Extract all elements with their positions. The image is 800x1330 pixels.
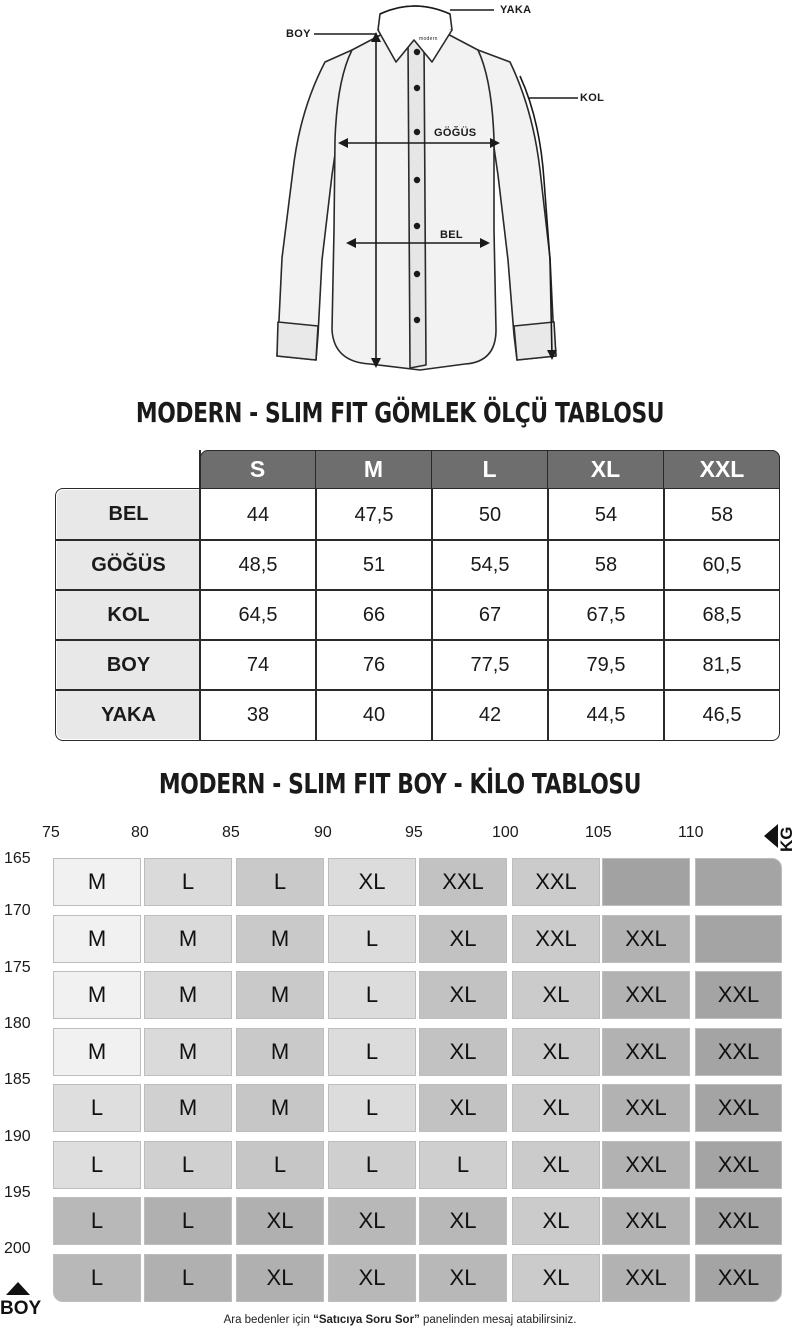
grid-cell: L bbox=[53, 1084, 141, 1132]
grid-cell: L bbox=[236, 1141, 324, 1189]
grid-cell: L bbox=[236, 858, 324, 906]
grid-cell: XXL bbox=[695, 1028, 782, 1076]
size-cell: 46,5 bbox=[702, 703, 742, 726]
label-gogus: GÖĞÜS bbox=[434, 127, 477, 139]
label-yaka: YAKA bbox=[500, 4, 532, 16]
row-label-yaka: YAKA bbox=[57, 691, 200, 739]
grid-cell: M bbox=[53, 858, 141, 906]
size-cell: 58 bbox=[710, 503, 734, 526]
grid-cell: XXL bbox=[602, 1254, 690, 1302]
grid-cell: XL bbox=[512, 1084, 600, 1132]
size-cell: 81,5 bbox=[702, 653, 742, 676]
grid-cell: L bbox=[328, 1028, 416, 1076]
grid-cell: M bbox=[144, 971, 232, 1019]
grid-cell: M bbox=[144, 1028, 232, 1076]
grid-cell: XXL bbox=[695, 1141, 782, 1189]
size-cell: 64,5 bbox=[238, 603, 278, 626]
height-tick: 190 bbox=[4, 1128, 31, 1145]
label-kol: KOL bbox=[580, 92, 605, 104]
footer-suffix: panelinden mesaj atabilirsiniz. bbox=[419, 1314, 577, 1326]
size-cell: 54 bbox=[594, 503, 618, 526]
shirt-diagram bbox=[0, 0, 800, 380]
size-cell: 67,5 bbox=[586, 603, 626, 626]
grid-cell: L bbox=[144, 858, 232, 906]
grid-cell: XXL bbox=[602, 1141, 690, 1189]
grid-cell: M bbox=[236, 1084, 324, 1132]
collar-logo: modern bbox=[419, 36, 438, 42]
grid-cell: M bbox=[236, 971, 324, 1019]
size-cell: 44,5 bbox=[586, 703, 626, 726]
grid-cell bbox=[602, 858, 690, 906]
grid-cell: L bbox=[328, 971, 416, 1019]
grid-cell: M bbox=[53, 971, 141, 1019]
size-cell: 40 bbox=[362, 703, 386, 726]
footer-link-text: “Satıcıya Soru Sor” bbox=[313, 1314, 420, 1326]
weight-tick: 95 bbox=[405, 824, 423, 841]
size-cell: 51 bbox=[362, 553, 386, 576]
grid-cell: XL bbox=[512, 1197, 600, 1245]
grid-cell: XXL bbox=[695, 1197, 782, 1245]
weight-tick: 80 bbox=[131, 824, 149, 841]
size-cell: 74 bbox=[246, 653, 270, 676]
footer-note bbox=[0, 1314, 800, 1326]
grid-cell: L bbox=[328, 915, 416, 963]
height-tick: 170 bbox=[4, 902, 31, 919]
grid-cell: XL bbox=[328, 1254, 416, 1302]
height-tick: 165 bbox=[4, 850, 31, 867]
grid-cell: L bbox=[419, 1141, 507, 1189]
weight-tick: 105 bbox=[585, 824, 612, 841]
size-cell: 79,5 bbox=[586, 653, 626, 676]
size-cell: 47,5 bbox=[354, 503, 394, 526]
grid-cell bbox=[695, 915, 782, 963]
size-col-l: L bbox=[432, 450, 548, 488]
weight-tick: 75 bbox=[42, 824, 60, 841]
grid-cell: L bbox=[328, 1141, 416, 1189]
grid-cell: M bbox=[53, 1028, 141, 1076]
grid-cell: L bbox=[144, 1197, 232, 1245]
size-cell: 58 bbox=[594, 553, 618, 576]
weight-tick: 85 bbox=[222, 824, 240, 841]
height-tick: 200 bbox=[4, 1240, 31, 1257]
size-cell: 42 bbox=[478, 703, 502, 726]
weight-tick: 100 bbox=[492, 824, 519, 841]
row-label-gogus: GÖĞÜS bbox=[57, 540, 200, 590]
grid-cell: XL bbox=[236, 1254, 324, 1302]
grid-cell: XL bbox=[419, 915, 507, 963]
grid-cell: M bbox=[144, 915, 232, 963]
grid-cell: M bbox=[236, 915, 324, 963]
kg-axis-label: KG bbox=[777, 826, 796, 852]
height-tick: 185 bbox=[4, 1071, 31, 1088]
size-cell: 38 bbox=[246, 703, 270, 726]
size-cell: 68,5 bbox=[702, 603, 742, 626]
grid-cell: XXL bbox=[602, 1028, 690, 1076]
grid-cell: L bbox=[328, 1084, 416, 1132]
size-cell: 50 bbox=[478, 503, 502, 526]
label-boy: BOY bbox=[286, 28, 311, 40]
grid-cell: XXL bbox=[695, 1084, 782, 1132]
grid-cell: XXL bbox=[695, 1254, 782, 1302]
grid-cell: M bbox=[53, 915, 141, 963]
boy-kilo-title: MODERN - SLIM FIT BOY - KİLO TABLOSU bbox=[158, 767, 642, 800]
size-col-xl: XL bbox=[548, 450, 664, 488]
size-cell: 76 bbox=[362, 653, 386, 676]
row-label-kol: KOL bbox=[57, 591, 200, 640]
size-cell: 67 bbox=[478, 603, 502, 626]
height-tick: 180 bbox=[4, 1015, 31, 1032]
grid-cell: XL bbox=[419, 1028, 507, 1076]
grid-cell: XL bbox=[236, 1197, 324, 1245]
size-cell: 60,5 bbox=[702, 553, 742, 576]
label-bel: BEL bbox=[440, 229, 463, 241]
grid-cell: XXL bbox=[602, 1197, 690, 1245]
size-table-title: MODERN - SLIM FIT GÖMLEK ÖLÇÜ TABLOSU bbox=[135, 396, 665, 429]
grid-cell: L bbox=[53, 1141, 141, 1189]
boy-axis-label: BOY bbox=[0, 1298, 42, 1319]
row-label-bel: BEL bbox=[57, 490, 200, 539]
grid-cell: XL bbox=[328, 1197, 416, 1245]
grid-cell: XL bbox=[512, 971, 600, 1019]
grid-cell: XL bbox=[419, 1254, 507, 1302]
row-label-boy: BOY bbox=[57, 641, 200, 690]
grid-cell: XXL bbox=[602, 915, 690, 963]
grid-cell: XXL bbox=[419, 858, 507, 906]
grid-cell: XL bbox=[419, 1084, 507, 1132]
grid-cell: XXL bbox=[602, 971, 690, 1019]
size-cell: 77,5 bbox=[470, 653, 510, 676]
grid-cell: XL bbox=[419, 1197, 507, 1245]
grid-cell: L bbox=[53, 1197, 141, 1245]
grid-cell: XXL bbox=[602, 1084, 690, 1132]
grid-cell: XL bbox=[328, 858, 416, 906]
grid-cell: L bbox=[144, 1141, 232, 1189]
weight-tick: 90 bbox=[314, 824, 332, 841]
size-cell: 66 bbox=[362, 603, 386, 626]
height-tick: 195 bbox=[4, 1184, 31, 1201]
footer-prefix: Ara bedenler için bbox=[223, 1314, 314, 1326]
grid-cell: XL bbox=[419, 971, 507, 1019]
size-col-s: S bbox=[200, 450, 316, 488]
grid-cell bbox=[695, 858, 782, 906]
grid-cell: L bbox=[144, 1254, 232, 1302]
kg-arrow-icon bbox=[764, 824, 778, 848]
grid-cell: XXL bbox=[512, 915, 600, 963]
height-tick: 175 bbox=[4, 959, 31, 976]
grid-cell: XL bbox=[512, 1028, 600, 1076]
grid-cell: M bbox=[236, 1028, 324, 1076]
grid-cell: XL bbox=[512, 1254, 600, 1302]
grid-cell: XL bbox=[512, 1141, 600, 1189]
grid-cell: XXL bbox=[695, 971, 782, 1019]
weight-tick: 110 bbox=[678, 824, 704, 841]
boy-arrow-icon bbox=[6, 1282, 30, 1295]
size-cell: 44 bbox=[246, 503, 270, 526]
size-head-frame bbox=[200, 450, 780, 490]
grid-cell: L bbox=[53, 1254, 141, 1302]
size-col-xxl: XXL bbox=[664, 450, 780, 488]
grid-cell: XXL bbox=[512, 858, 600, 906]
size-col-m: M bbox=[316, 450, 432, 488]
grid-cell: M bbox=[144, 1084, 232, 1132]
size-cell: 54,5 bbox=[470, 553, 510, 576]
size-cell: 48,5 bbox=[238, 553, 278, 576]
